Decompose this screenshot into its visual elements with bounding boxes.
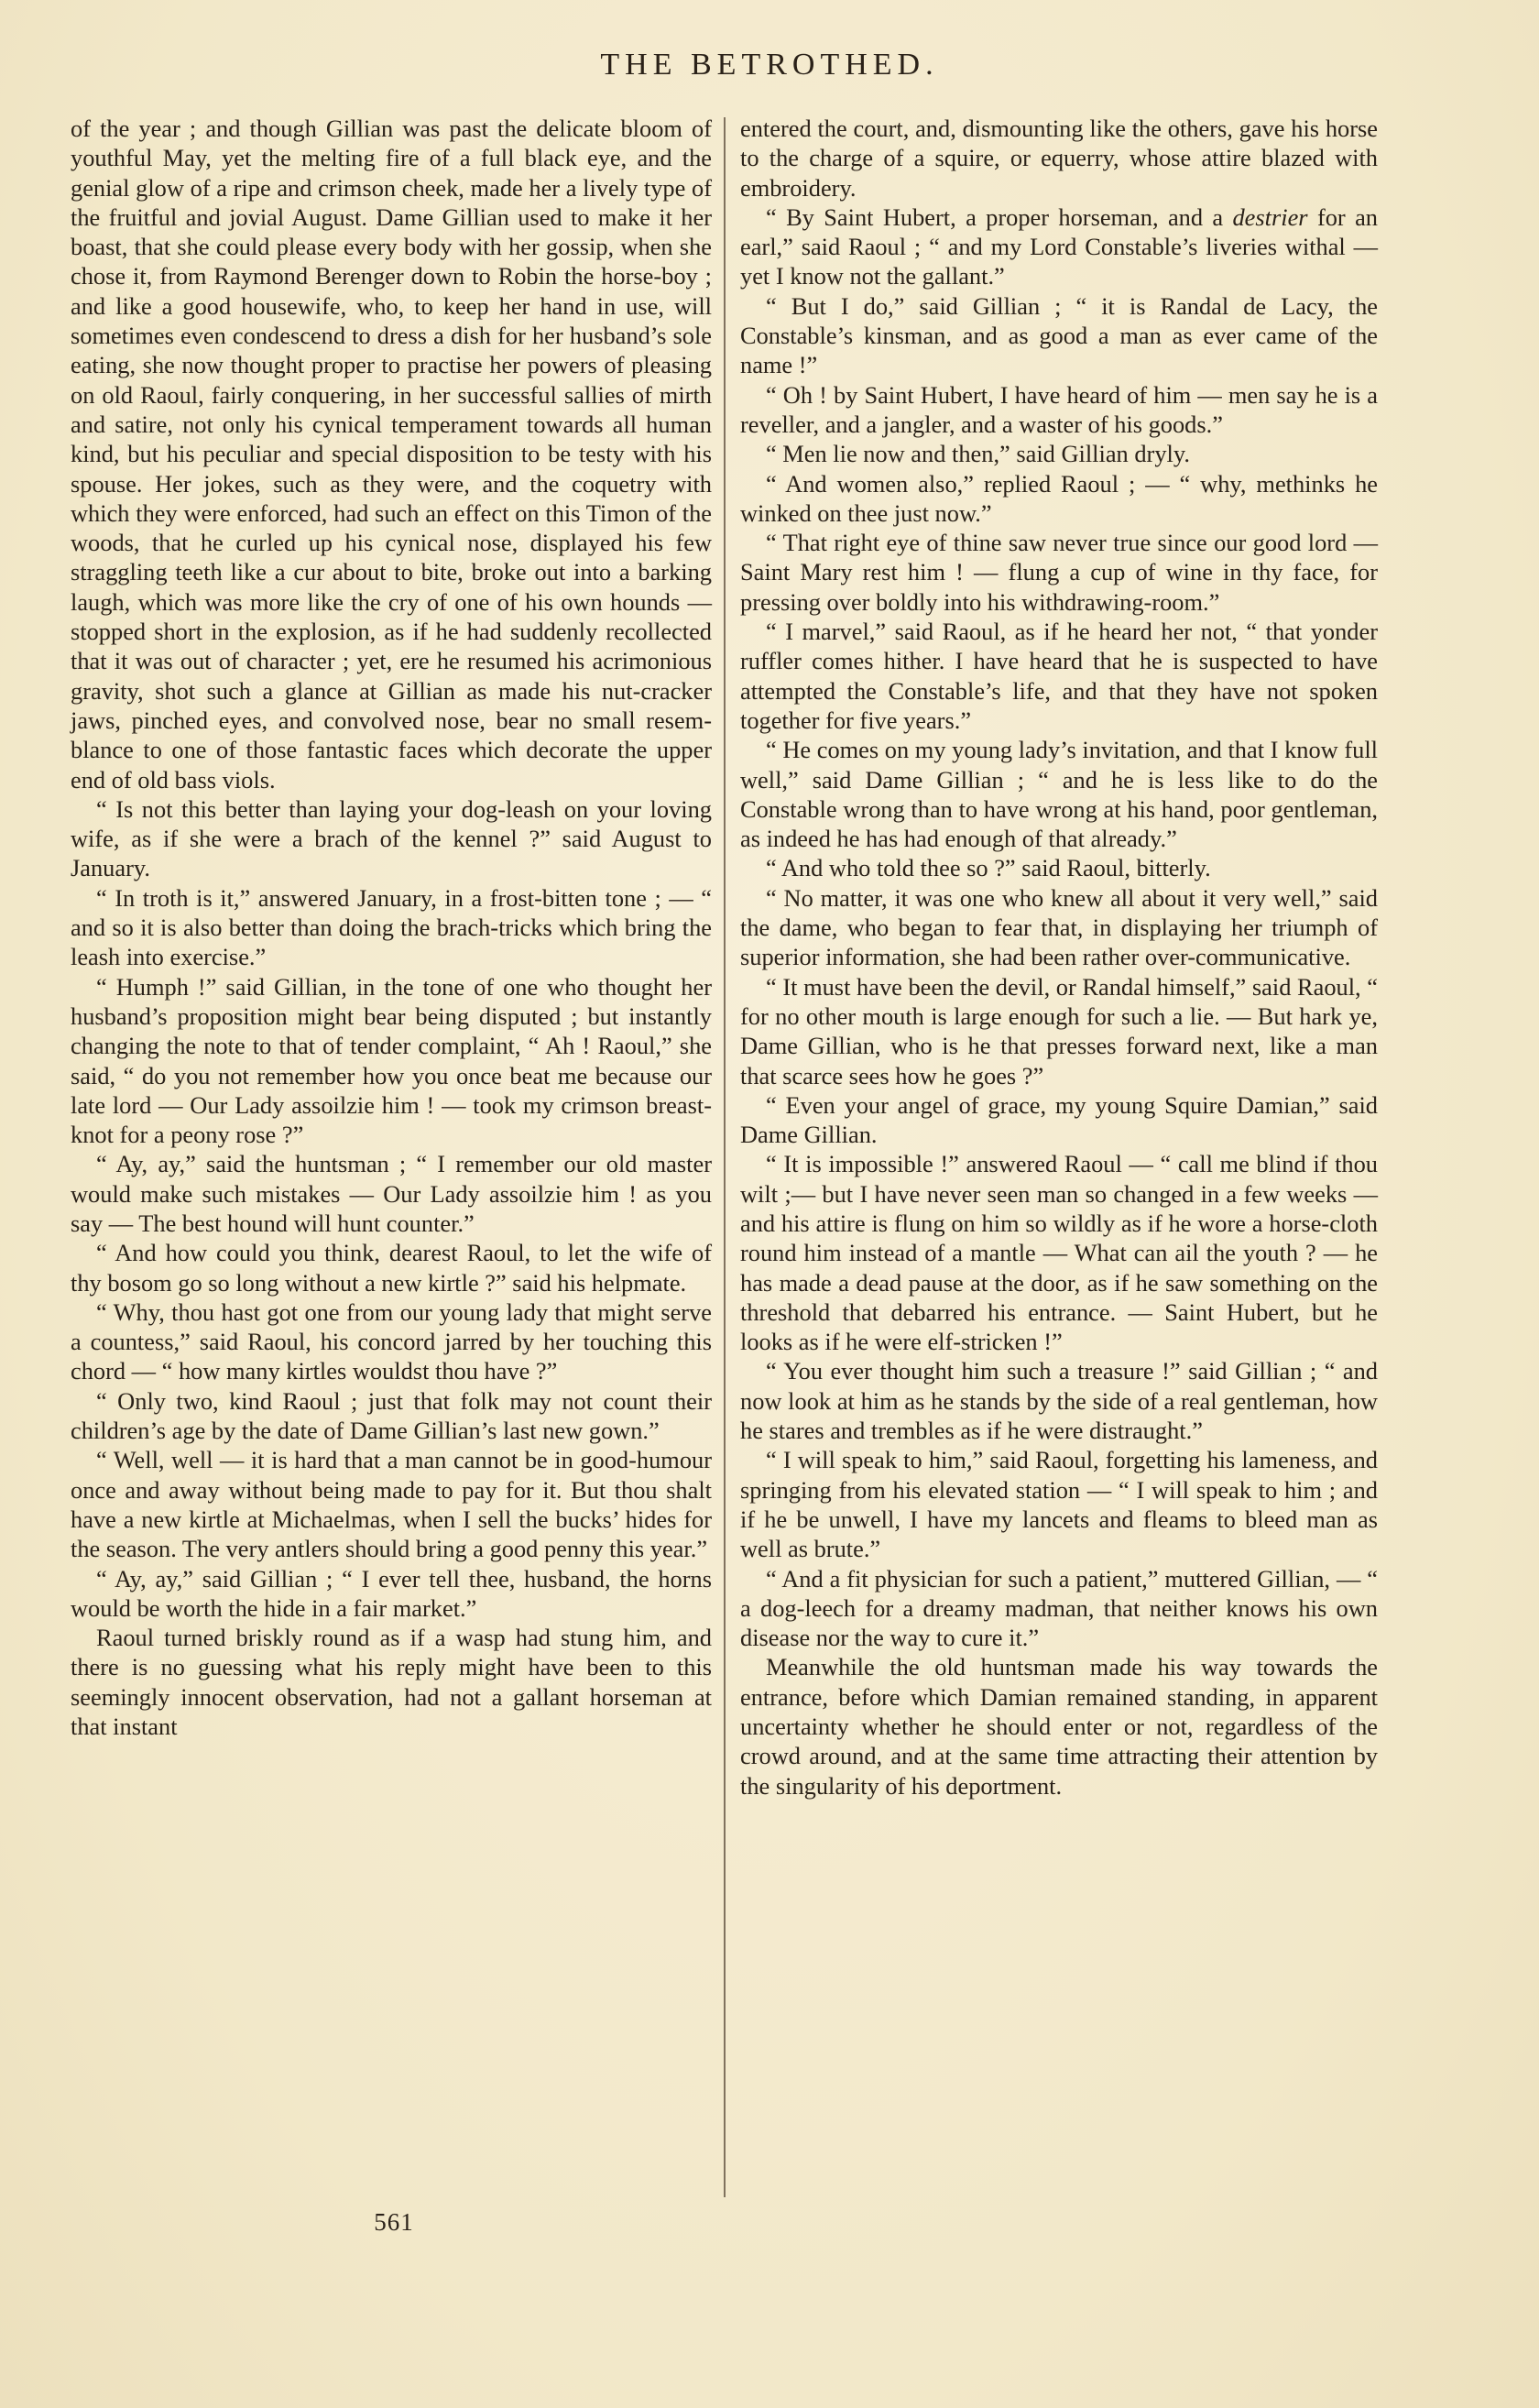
paragraph: “ I marvel,” said Raoul, as if he heard her not, “ that yonder ruffler comes hither. I have heard that he is suspected to have attempted the Constable’s life, and that they have not spoken together for five years.”	[740, 618, 1378, 734]
paragraph: “ Oh ! by Saint Hubert, I have heard of him — men say he is a reveller, and a jangler, and a waster of his goods.”	[740, 380, 1378, 438]
paragraph: “ Even your angel of grace, my young Squire Damian,” said Dame Gillian.	[740, 1090, 1378, 1149]
column-divider	[724, 117, 726, 2197]
paragraph: “ And a fit physician for such a patient,” muttered Gillian, — “ a dog-leech for a dreamy madman, that neither knows his own disease nor the way to cure it.”	[740, 1564, 1378, 1652]
paragraph: “ It is impossible !” answered Raoul — “ call me blind if thou wilt ;— but I have never seen man so changed in a few weeks — and his attire is flung on him so wildly as if he wore a horse-cloth round him instead of a mantle — What can ail the youth ? — he has made a dead pause at the door, as if he saw something on the threshold that debarred his entrance. — Saint Hubert, but he looks as if he were elf-stricken !”	[740, 1150, 1378, 1356]
paragraph: “ And women also,” replied Raoul ; — “ why, methinks he winked on thee just now.”	[740, 469, 1378, 527]
paragraph: “ By Saint Hubert, a proper horseman, and a destrier for an earl,” said Raoul ; “ and my Lord Constable’s liveries withal — yet I know not the gallant.”	[740, 202, 1378, 290]
paragraph: “ No matter, it was one who knew all about it very well,” said the dame, who began to fear that, in displaying her triumph of superior information, she had been rather over-communicative.	[740, 883, 1378, 971]
paragraph: “ Men lie now and then,” said Gillian dryly.	[766, 440, 1190, 468]
paragraph: “ And who told thee so ?” said Raoul, bitterly.	[766, 854, 1211, 882]
paragraph: “ Humph !” said Gillian, in the tone of one who thought her husband’s proposition might bear being disputed ; but instantly changing the note to that of tender complaint, “ Ah ! Raoul,” she said, “ do you not remember how you once beat me because our late lord — Our Lady assoilzie him ! — took my crimson breast-knot for a peony rose ?”	[71, 972, 712, 1149]
paragraph: “ In troth is it,” answered January, in a frost-bitten tone ; — “ and so it is also better than doing the brach-tricks which bring the leash into exercise.”	[71, 883, 712, 971]
paragraph: Raoul turned briskly round as if a wasp had stung him, and there is no guessing what his reply might have been to this seemingly innocent observation, had not a gallant horseman at that instant	[71, 1624, 712, 1741]
paragraph: “ Ay, ay,” said the huntsman ; “ I remember our old master would make such mistakes — Our Lady assoilzie him ! as you say — The best hound will hunt counter.”	[71, 1150, 712, 1237]
running-title: THE BETROTHED.	[600, 48, 939, 82]
paragraph: of the year ; and though Gillian was past the delicate bloom of youthful May, yet the melting fire of a full black eye, and the genial glow of a ripe and crimson cheek, made her a lively type of the fruitful and jovial August. Dame Gillian used to make it her boast, that she could please every body with her gossip, when she chose it, from Raymond Berenger down to Robin the horse-boy ; and like a good housewife, who, to keep her hand in use, will sometimes even condescend to dress a dish for her husband’s sole eating, she now thought proper to practise her powers of pleasing on old Raoul, fairly conquering, in her successful sallies of mirth and satire, not only his cynical temperament towards all human kind, but his peculiar and special disposition to be testy with his spouse. Her jokes, such as they were, and the coquetry with which they were enforced, had such an effect on this Timon of the woods, that he curled up his cynical nose, displayed his few straggling teeth like a cur about to bite, broke out into a barking laugh, which was more like the cry of one of his own hounds — stopped short in the explosion, as if he had suddenly recollected that it was out of character ; yet, ere he resumed his acrimonious gravity, shot such a glance at Gillian as made his nut-cracker jaws, pinched eyes, and convolved nose, bear no small resemblance to one of those fantastic faces which decorate the upper end of old bass viols.	[71, 115, 712, 794]
paragraph: “ But I do,” said Gillian ; “ it is Randal de Lacy, the Constable’s kinsman, and as good a man as ever came of the name !”	[740, 291, 1378, 379]
paragraph: “ It must have been the devil, or Randal himself,” said Raoul, “ for no other mouth is large enough for such a lie. — But hark ye, Dame Gillian, who is he that presses forward next, like a man that scarce sees how he goes ?”	[740, 972, 1378, 1089]
paragraph: “ You ever thought him such a treasure !” said Gillian ; “ and now look at him as he stands by the side of a real gentleman, how he stares and trembles as if he were distraught.”	[740, 1357, 1378, 1445]
paragraph: Meanwhile the old huntsman made his way towards the entrance, before which Damian remained standing, in apparent uncertainty whether he should enter or not, regardless of the crowd around, and at the same time attracting their attention by the singularity of his deportment.	[740, 1653, 1378, 1800]
paragraph: “ I will speak to him,” said Raoul, forgetting his lameness, and springing from his elevated station — “ I will speak to him ; and if he be unwell, I have my lancets and fleams to bleed man as well as brute.”	[740, 1446, 1378, 1563]
paragraph: “ Well, well — it is hard that a man cannot be in good-humour once and away without being made to pay for it. But thou shalt have a new kirtle at Michaelmas, when I sell the bucks’ hides for the season. The very antlers should bring a good penny this year.”	[71, 1446, 712, 1563]
paragraph: “ Only two, kind Raoul ; just that folk may not count their children’s age by the date of Dame Gillian’s last new gown.”	[71, 1386, 712, 1445]
paragraph: “ He comes on my young lady’s invitation, and that I know full well,” said Dame Gillian ; “ and he is less like to do the Constable wrong than to have wrong at his hand, poor gentleman, as indeed he has had enough of that already.”	[740, 736, 1378, 853]
paragraph: “ That right eye of thine saw never true since our good lord — Saint Mary rest him ! — flung a cup of wine in thy face, for pressing over boldly into his withdrawing-room.”	[740, 529, 1378, 616]
paragraph: entered the court, and, dismounting like the others, gave his horse to the charge of a squire, or equerry, whose attire blazed with embroidery.	[740, 115, 1378, 202]
left-column	[71, 114, 712, 1741]
paragraph: “ And how could you think, dearest Raoul, to let the wife of thy bosom go so long without a new kirtle ?” said his helpmate.	[71, 1239, 712, 1297]
paragraph: “ Ay, ay,” said Gillian ; “ I ever tell thee, husband, the horns would be worth the hide in a fair market.”	[71, 1564, 712, 1622]
paragraph: “ Is not this better than laying your dog-leash on your loving wife, as if she were a brach of the kennel ?” said August to January.	[71, 794, 712, 882]
paragraph: “ Why, thou hast got one from our young lady that might serve a countess,” said Raoul, his concord jarred by her touching this chord — “ how many kirtles wouldst thou have ?”	[71, 1297, 712, 1385]
page-number: 561	[374, 2208, 414, 2236]
right-column	[740, 114, 1378, 1801]
